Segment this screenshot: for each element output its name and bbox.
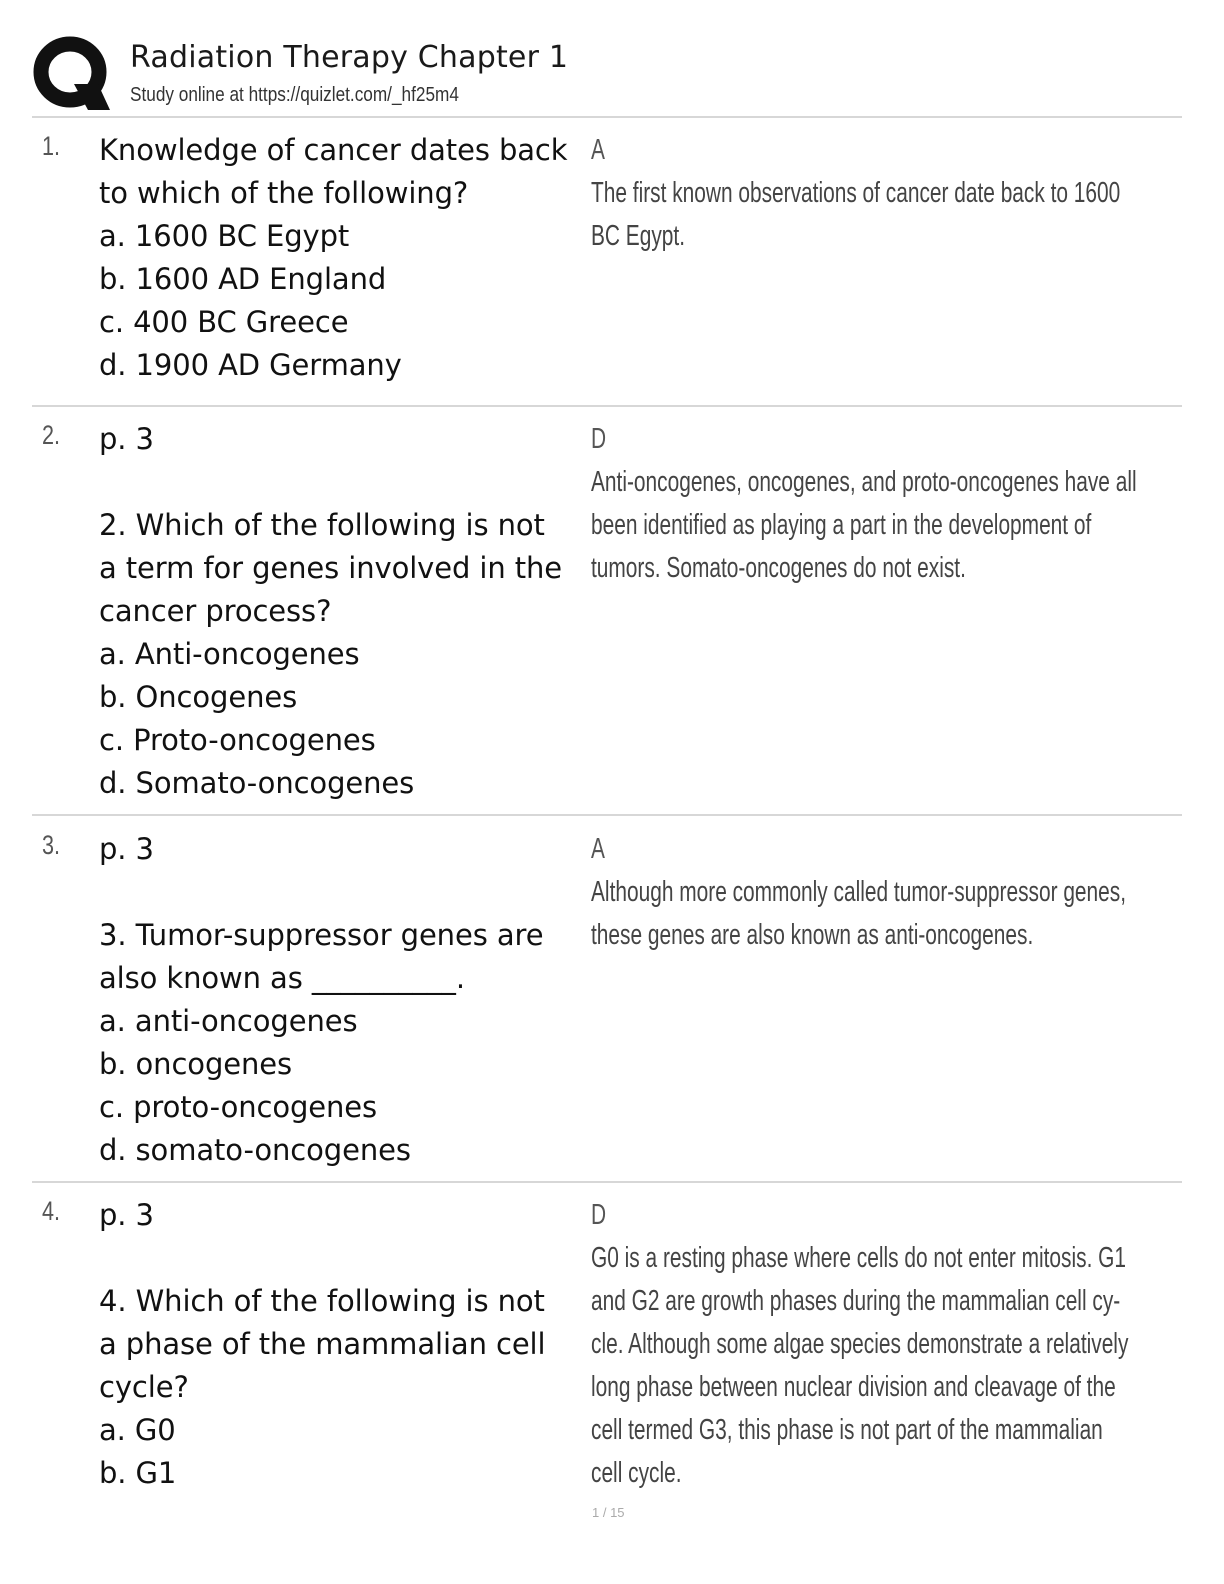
answer-letter: D bbox=[591, 423, 607, 455]
answer-explanation: The first known observations of cancer date back to 1600 BC Egypt. bbox=[591, 177, 1121, 252]
divider bbox=[32, 116, 1182, 118]
answer-letter: A bbox=[591, 134, 605, 166]
card-answer-block bbox=[591, 828, 1191, 957]
card-question: p. 3 4. Which of the following is not a phase of the mammalian cell cycle? a. G0 b. G1 bbox=[99, 1198, 546, 1490]
card-question: p. 3 2. Which of the following is not a term for genes involved in the cancer process? a. Anti-oncogenes b. Oncogenes c. Proto-oncogenes d. Somato-oncogenes bbox=[99, 422, 563, 800]
card-answer-block bbox=[591, 129, 1191, 258]
card-number: 4. bbox=[42, 1196, 61, 1226]
study-online-link-text: Study online at https://quizlet.com/_hf25m4 bbox=[130, 84, 459, 106]
card-number: 3. bbox=[42, 830, 61, 860]
card-answer-block bbox=[591, 418, 1191, 590]
divider bbox=[32, 405, 1182, 407]
answer-explanation: Anti-oncogenes, oncogenes, and proto-oncogenes have all been identified as playing a part in the development of tumors. Somato-oncogenes do not exist. bbox=[591, 466, 1137, 584]
card-number: 2. bbox=[42, 420, 61, 450]
page-number: 1 / 15 bbox=[592, 1505, 625, 1520]
divider bbox=[32, 1181, 1182, 1183]
document-title: Radiation Therapy Chapter 1 bbox=[130, 40, 569, 75]
card-question: p. 3 3. Tumor-suppressor genes are also known as __________. a. anti-oncogenes b. oncogenes c. proto-oncogenes d. somato-oncogenes bbox=[99, 832, 544, 1167]
card-question: Knowledge of cancer dates back to which of the following? a. 1600 BC Egypt b. 1600 AD England c. 400 BC Greece d. 1900 AD Germany bbox=[99, 133, 568, 382]
quizlet-logo-icon bbox=[32, 34, 112, 114]
answer-letter: A bbox=[591, 833, 605, 865]
divider bbox=[32, 814, 1182, 816]
answer-letter: D bbox=[591, 1199, 607, 1231]
answer-explanation: Although more commonly called tumor-suppressor genes, these genes are also known as anti-oncogenes. bbox=[591, 876, 1127, 951]
card-number: 1. bbox=[42, 131, 61, 161]
answer-explanation: G0 is a resting phase where cells do not enter mitosis. G1 and G2 are growth phases during the mammalian cell cy- cle. Although some algae species demonstrate a relatively long phase between nuclear division and cleavage of the cell termed G3, this phase is not part of the mammalian cell cycle. bbox=[591, 1242, 1129, 1489]
card-answer-block bbox=[591, 1194, 1191, 1495]
document-header bbox=[32, 34, 1182, 118]
